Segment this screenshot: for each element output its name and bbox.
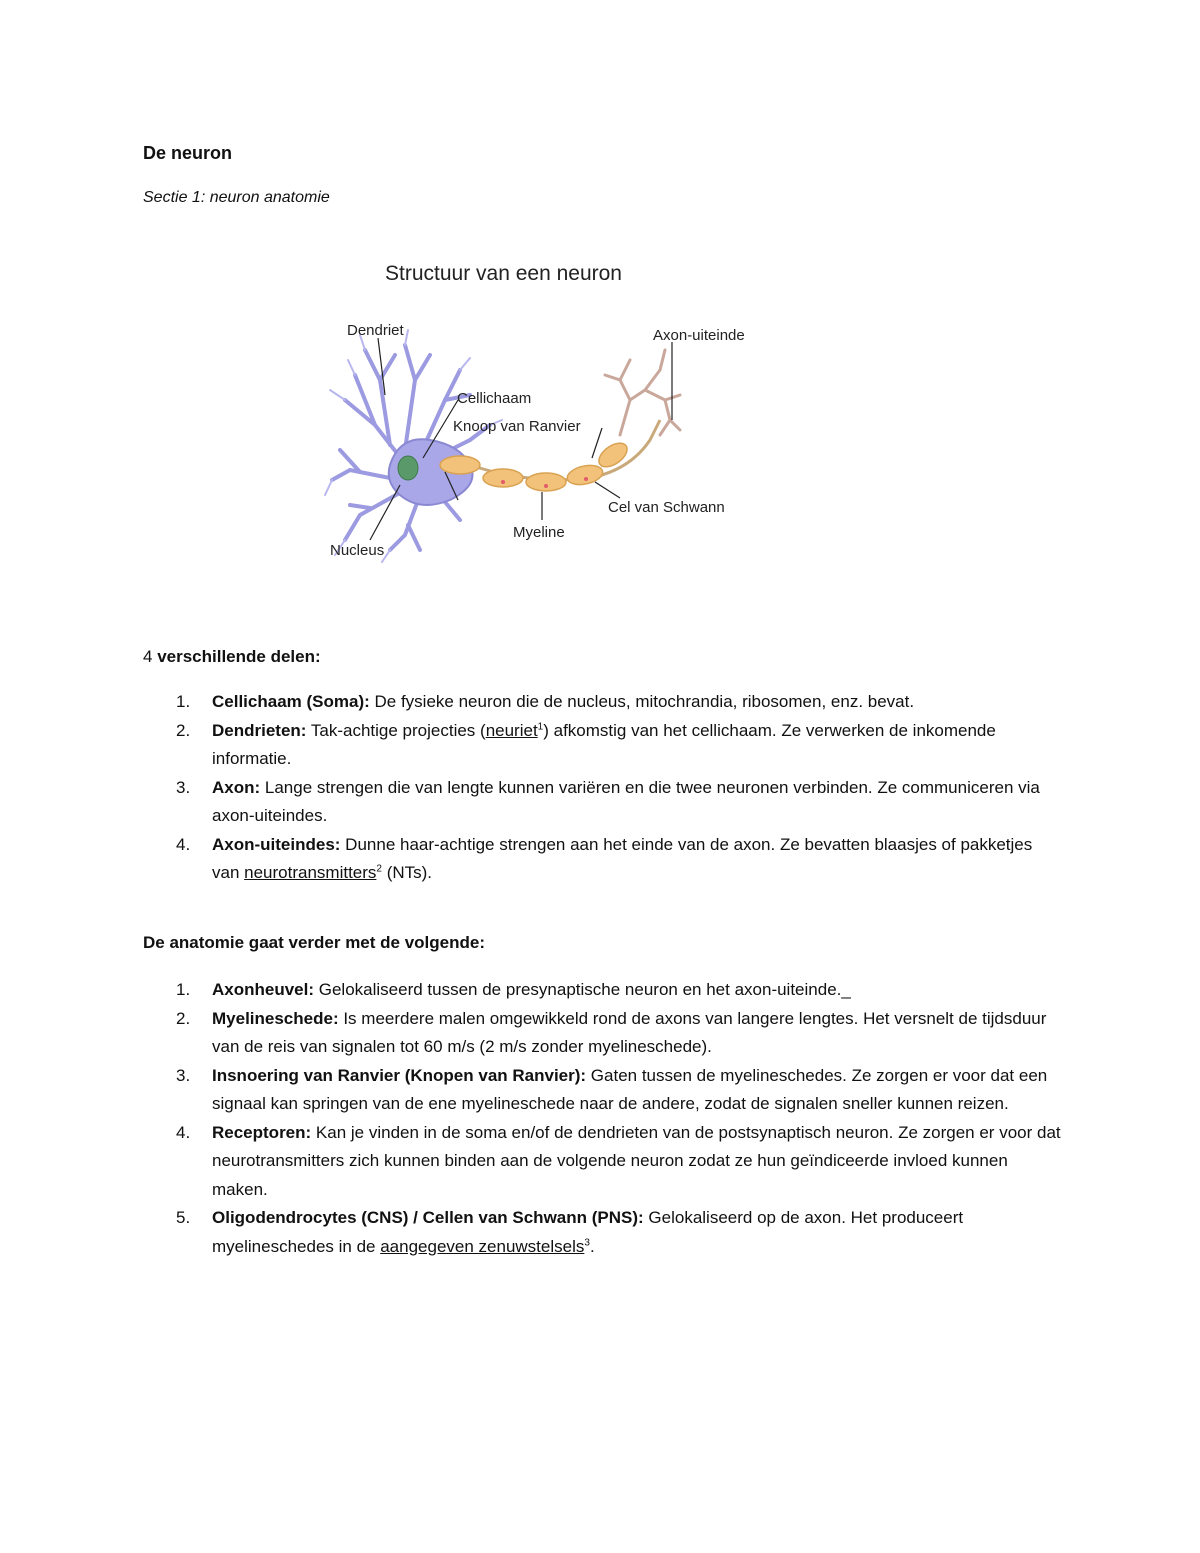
neuron-diagram-svg xyxy=(320,250,790,570)
list-item-text: Gelokaliseerd op de axon. Het produceert myelineschedes in de xyxy=(212,1208,964,1256)
list-item-term: Myelineschede: xyxy=(212,1008,339,1028)
list-item-text: Dunne haar-achtige strengen aan het einde van de axon. Ze bevatten blaasjes of pakketjes van xyxy=(212,834,1033,882)
list-item xyxy=(143,1005,1063,1062)
parts-list xyxy=(143,688,1063,888)
list-item-number: 3. xyxy=(176,777,191,797)
list-item-text: Gelokaliseerd tussen de presynaptische neuron en het axon-uiteinde._ xyxy=(314,980,851,999)
section-subtitle: Sectie 1: neuron anatomie xyxy=(143,189,330,206)
list-item-text: Gaten tussen de myelineschedes. Ze zorgen er voor dat een signaal kan springen van de ene myelineschede naar de andere, zodat de signalen sneller kunnen reizen. xyxy=(212,1065,1048,1113)
list-item xyxy=(143,1119,1063,1205)
section1-heading-number: 4 xyxy=(143,647,153,666)
list-item-text: Kan je vinden in de soma en/of de dendrieten van de postsynaptisch neuron. Ze zorgen er voor dat neurotransmitters zich kunnen binden aan de volgende neuron zodat ze hun geïndiceerde invloed kunnen maken. xyxy=(212,1122,1061,1199)
label-cellichaam: Cellichaam xyxy=(457,390,532,407)
list-item-number: 1. xyxy=(176,980,191,999)
footnote-link[interactable]: neuriet xyxy=(485,720,538,740)
footnote-link[interactable]: neurotransmitters xyxy=(244,863,377,882)
list-item-text: . xyxy=(589,1236,595,1256)
list-item-number: 5. xyxy=(176,1208,191,1227)
list-item-number: 2. xyxy=(176,720,191,740)
label-dendriet: Dendriet xyxy=(347,322,404,339)
label-cel-van-schwann: Cel van Schwann xyxy=(608,499,725,516)
list-item-term: Oligodendrocytes (CNS) / Cellen van Schwann (PNS): xyxy=(212,1208,644,1227)
footnote-link[interactable]: aangegeven zenuwstelsels xyxy=(380,1236,585,1256)
list-item-term: Axonheuvel: xyxy=(212,980,315,999)
section1-heading xyxy=(143,647,321,667)
label-nucleus: Nucleus xyxy=(330,542,385,559)
list-item-term: Receptoren: xyxy=(212,1122,312,1142)
list-item-term: Axon-uiteindes: xyxy=(212,834,341,854)
axon-terminal-branches xyxy=(605,350,680,435)
document-title: De neuron xyxy=(143,143,233,163)
nucleus-shape xyxy=(398,456,418,480)
list-item-text: Lange strengen die van lengte kunnen variëren en die twee neuronen verbinden. Ze communiceren via axon-uiteindes. xyxy=(212,777,1040,825)
list-item-number: 4. xyxy=(176,834,191,854)
section1-heading-text: verschillende delen: xyxy=(152,647,321,666)
list-item xyxy=(143,717,1063,774)
section2-heading: De anatomie gaat verder met de volgende: xyxy=(143,933,485,952)
list-item xyxy=(143,688,1063,717)
anatomy-list xyxy=(143,976,1063,1261)
label-knoop-van-ranvier: Knoop van Ranvier xyxy=(453,418,581,435)
footnote-marker: 2 xyxy=(376,863,382,875)
label-myeline: Myeline xyxy=(513,524,565,541)
list-item xyxy=(143,1204,1063,1261)
list-item-number: 3. xyxy=(176,1065,191,1085)
footnote-marker: 3 xyxy=(584,1236,590,1248)
list-item-number: 1. xyxy=(176,692,191,711)
list-item-text: Tak-achtige projecties ( xyxy=(306,720,486,740)
label-axon-uiteinde: Axon-uiteinde xyxy=(653,327,745,344)
list-item-number: 4. xyxy=(176,1122,191,1142)
list-item-term: Axon: xyxy=(212,777,261,797)
list-item-text: (NTs). xyxy=(381,863,433,882)
list-item-number: 2. xyxy=(176,1008,191,1028)
list-item xyxy=(143,774,1063,831)
list-item-text: De fysieke neuron die de nucleus, mitochrandia, ribosomen, enz. bevat. xyxy=(369,692,915,711)
list-item xyxy=(143,831,1063,888)
list-item-term: Dendrieten: xyxy=(212,720,307,740)
list-item xyxy=(143,976,1063,1005)
list-item xyxy=(143,1062,1063,1119)
list-item-text: Is meerdere malen omgewikkeld rond de axons van langere lengtes. Het versnelt de tijdsduur van de reis van signalen tot 60 m/s (2 m/s zonder myelineschede). xyxy=(212,1008,1047,1056)
list-item-text: ) afkomstig van het cellichaam. Ze verwerken de inkomende informatie. xyxy=(212,720,996,768)
list-item-term: Insnoering van Ranvier (Knopen van Ranvier): xyxy=(212,1065,587,1085)
list-item-term: Cellichaam (Soma): xyxy=(212,692,370,711)
neuron-diagram xyxy=(320,250,790,570)
figure-title: Structuur van een neuron xyxy=(385,262,622,285)
footnote-marker: 1 xyxy=(537,720,544,732)
